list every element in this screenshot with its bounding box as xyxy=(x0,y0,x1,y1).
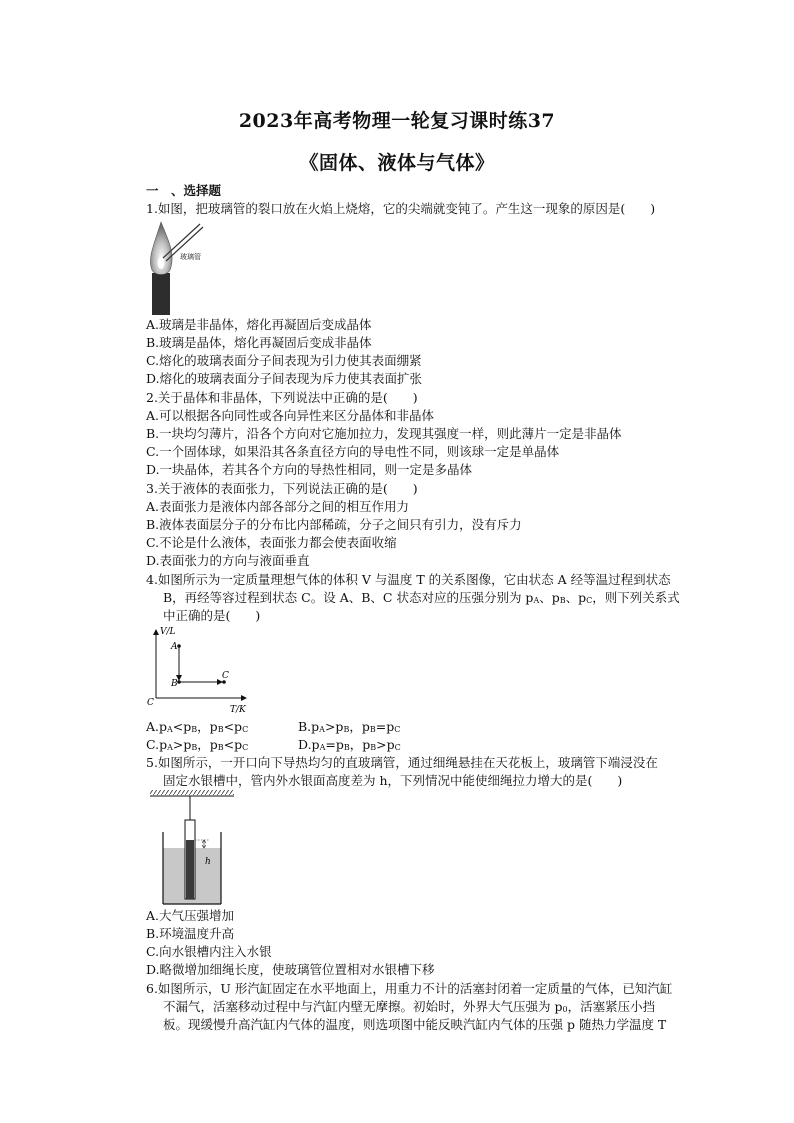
document-subtitle: 《固体、液体与气体》 xyxy=(299,152,495,174)
q5-option-b: B.环境温度升高 xyxy=(146,926,235,941)
q1-figure-label: 玻璃管 xyxy=(180,253,201,261)
q4-stem-line-3: 中正确的是( ) xyxy=(163,608,261,623)
q5-stem-line-1: 5.如图所示，一开口向下导热均匀的直玻璃管，通过细绳悬挂在天花板上，玻璃管下端浸没在 xyxy=(146,755,658,770)
q1-figure-flame-tube xyxy=(144,218,224,318)
mercury-column xyxy=(186,840,194,899)
q3-option-c: C.不论是什么液体，表面张力都会使表面收缩 xyxy=(146,535,397,550)
point-a xyxy=(177,644,181,648)
q5-option-c: C.向水银槽内注入水银 xyxy=(146,944,272,959)
q4-stem-line-1: 4.如图所示为一定质量理想气体的体积 V 与温度 T 的关系图像，它由状态 A 经等温过程到状态 xyxy=(146,572,671,587)
q6-stem-line-3: 板。现缓慢升高汽缸内气体的温度，则选项图中能反映汽缸内气体的压强 p 随热力学温度 T xyxy=(163,1017,667,1032)
section-heading: 一 、选择题 xyxy=(146,183,222,198)
q6-stem-line-1: 6.如图所示，U 形汽缸固定在水平地面上，用重力不计的活塞封闭着一定质量的气体，已知汽缸 xyxy=(146,981,673,996)
q2-option-b: B.一块均匀薄片，沿各个方向对它施加拉力，发现其强度一样，则此薄片一定是非晶体 xyxy=(146,426,622,441)
q5-stem-line-2: 固定水银槽中，管内外水银面高度差为 h，下列情况中能使细绳拉力增大的是( ) xyxy=(163,773,623,788)
q1-option-d: D.熔化的玻璃表面分子间表现为斥力使其表面扩张 xyxy=(146,371,423,386)
point-a-label: A xyxy=(171,642,178,652)
point-c-label: C xyxy=(222,671,229,681)
q4-stem-line-2: B，再经等容过程到状态 C。设 A、B、C 状态对应的压强分别为 $p_A$、$p_B$、$p_C$，则下列关系式 xyxy=(163,590,680,605)
q2-option-d: D.一块晶体，若其各个方向的导热性相同，则一定是多晶体 xyxy=(146,462,473,477)
height-diff-label: h xyxy=(205,857,211,867)
q2-option-a: A.可以根据各向同性或各向异性来区分晶体和非晶体 xyxy=(146,408,435,423)
point-b-label: B xyxy=(171,679,178,689)
q5-option-d: D.略微增加细绳长度，使玻璃管位置相对水银槽下移 xyxy=(146,962,435,977)
q4-option-c: $C.p_A>p_B$，$p_B<p_C$ xyxy=(146,737,249,752)
q5-figure-tube-in-mercury xyxy=(146,788,238,908)
q1-stem: 1.如图，把玻璃管的裂口放在火焰上烧熔，它的尖端就变钝了。产生这一现象的原因是( ) xyxy=(146,201,656,216)
q3-option-b: B.液体表面层分子的分布比内部稀疏，分子之间只有引力，没有斥力 xyxy=(146,517,522,532)
y-axis-label: V/L xyxy=(160,627,176,637)
origin-label: C xyxy=(147,698,154,708)
point-b xyxy=(177,680,181,684)
q1-option-a: A.玻璃是非晶体，熔化再凝固后变成晶体 xyxy=(146,317,372,332)
q3-option-a: A.表面张力是液体内部各部分之间的相互作用力 xyxy=(146,499,410,514)
ceiling xyxy=(150,790,234,795)
burner-icon xyxy=(152,273,170,315)
q1-option-c: C.熔化的玻璃表面分子间表现为引力使其表面绷紧 xyxy=(146,353,422,368)
q3-stem: 3.关于液体的表面张力，下列说法正确的是( ) xyxy=(146,481,418,496)
q1-option-b: B.玻璃是晶体，熔化再凝固后变成非晶体 xyxy=(146,335,372,350)
q2-stem: 2.关于晶体和非晶体，下列说法中正确的是( ) xyxy=(146,390,418,405)
q4-option-b: $B.p_A>p_B$，$p_B=p_C$ xyxy=(298,719,401,734)
q2-option-c: C.一个固体球，如果沿其各条直径方向的导电性不同，则该球一定是单晶体 xyxy=(146,444,560,459)
x-axis-label: T/K xyxy=(230,705,246,715)
q3-option-d: D.表面张力的方向与液面垂直 xyxy=(146,553,310,568)
document-title: 2023年高考物理一轮复习课时练37 xyxy=(238,110,556,132)
q6-stem-line-2: 不漏气，活塞移动过程中与汽缸内壁无摩擦。初始时，外界大气压强为 $p_0$，活塞紧压小挡 xyxy=(163,999,656,1014)
q4-vt-graph xyxy=(144,622,254,716)
q4-option-d: $D.p_A=p_B$，$p_B>p_C$ xyxy=(298,737,401,752)
q5-option-a: A.大气压强增加 xyxy=(146,908,235,923)
q4-option-a: $A.p_A<p_B$，$p_B<p_C$ xyxy=(146,719,249,734)
